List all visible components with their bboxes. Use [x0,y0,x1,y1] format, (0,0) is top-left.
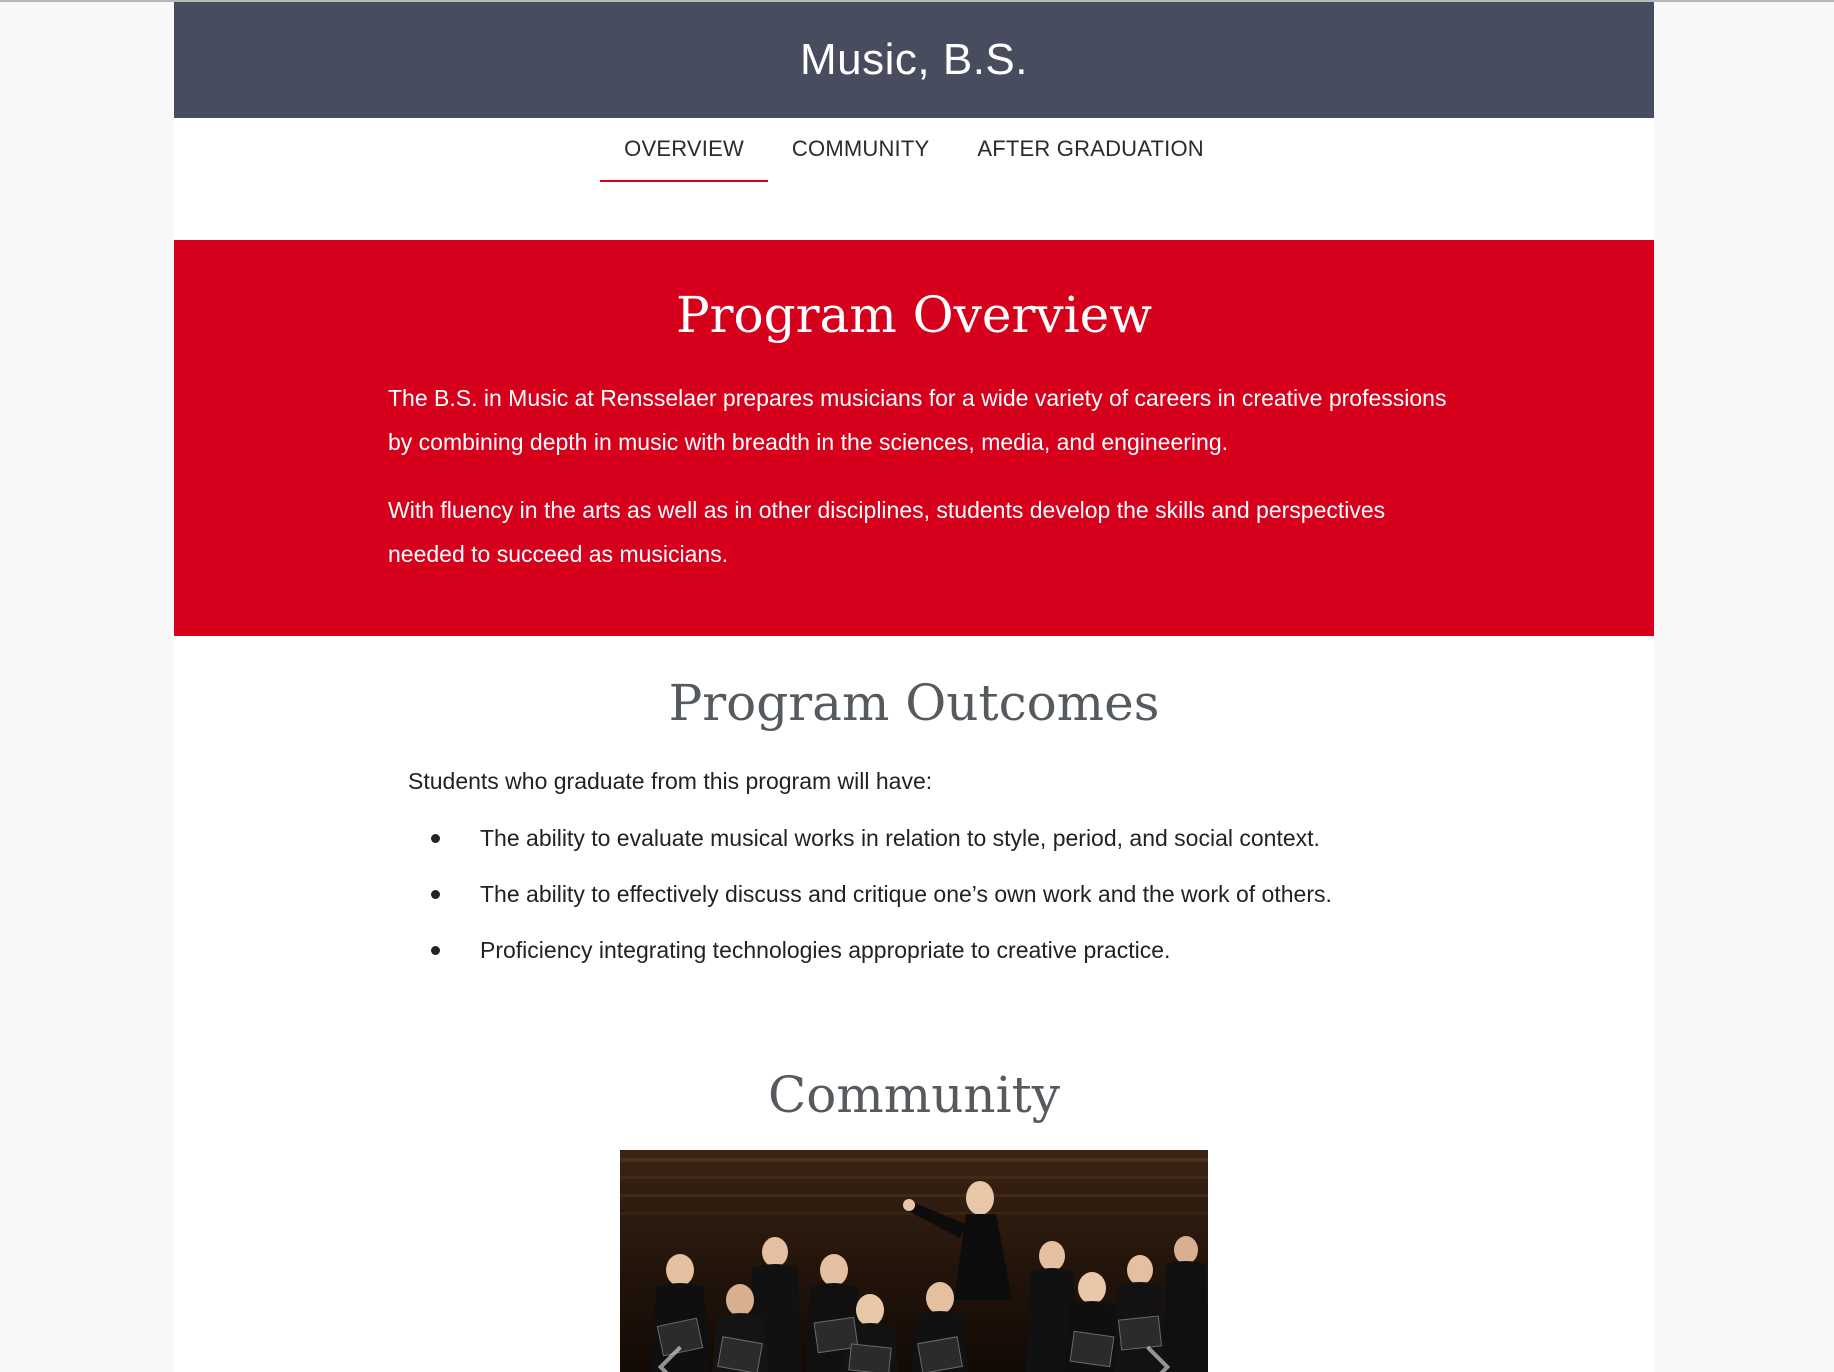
outcomes-list [408,810,1332,978]
community-section [174,1066,1654,1124]
bullet-icon [431,834,440,843]
overview-paragraph: With fluency in the arts as well as in other disciplines, students develop the skills and perspectives needed to succeed as musicians. [388,497,1386,567]
bullet-icon [431,890,440,899]
tab-after-graduation[interactable] [953,118,1227,182]
tab-after-graduation-label: AFTER GRADUATION [977,136,1204,161]
program-overview-body [388,376,1468,600]
tab-community[interactable] [768,118,953,182]
outcome-item [408,922,1332,978]
outcomes-intro: Students who graduate from this program will have: [408,768,933,794]
program-overview-heading: Program Overview [675,286,1153,344]
outcome-item [408,866,1332,922]
section-tabs [174,118,1654,182]
overview-paragraph: The B.S. in Music at Rensselaer prepares musicians for a wide variety of careers in creative professions by combining depth in music with breadth in the sciences, media, and engineering. [388,385,1447,455]
choir-performance-image [620,1150,1208,1372]
tab-overview-label: OVERVIEW [624,136,744,161]
outcome-text: Proficiency integrating technologies appropriate to creative practice. [480,937,1171,963]
program-overview-section [174,240,1654,636]
outcome-item [408,810,1332,866]
outcome-text: The ability to effectively discuss and critique one’s own work and the work of others. [480,881,1332,907]
program-outcomes-heading: Program Outcomes [668,674,1160,732]
bullet-icon [431,946,440,955]
community-heading: Community [768,1066,1060,1124]
program-outcomes-section [174,674,1654,963]
choir-photo-carousel [620,1150,1208,1372]
outcome-text: The ability to evaluate musical works in relation to style, period, and social context. [480,825,1320,851]
tab-overview[interactable] [600,118,768,182]
program-title: Music, B.S. [800,35,1028,84]
page-container [174,2,1654,1372]
tab-community-label: COMMUNITY [791,136,930,161]
program-title-banner [174,2,1654,118]
